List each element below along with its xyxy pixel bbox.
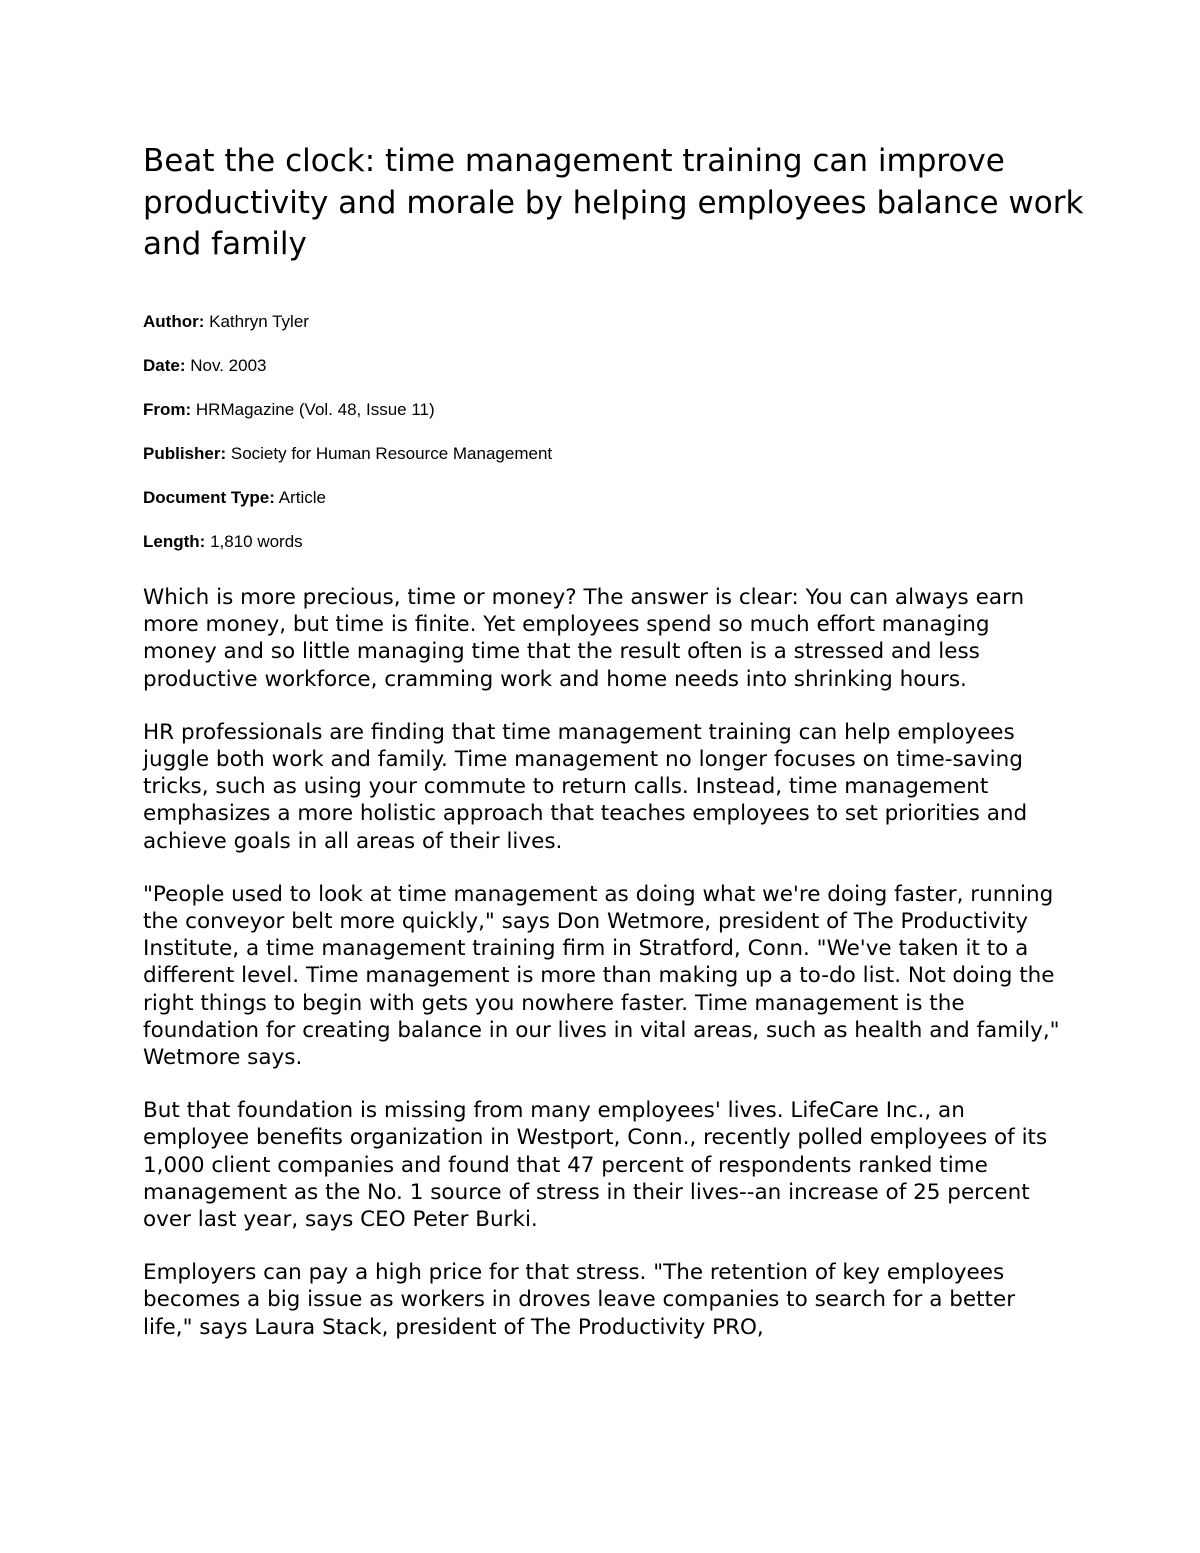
body-paragraph: But that foundation is missing from many employees' lives. LifeCare Inc., an employee benefits organization in Westport, Conn., recently polled employees of its 1,000 client companies and found that 47 percent of respondents ranked time management as the No. 1 source of stress in their lives--an increase of 25 percent over last year, says CEO Peter Burki. <box>143 1098 1048 1233</box>
metadata-value: 1,810 words <box>210 532 303 551</box>
metadata-label: Document Type: <box>143 488 275 507</box>
body-paragraph: HR professionals are finding that time management training can help employees juggle both work and family. Time management no longer focuses on time-saving tricks, such as using your commute to return calls. Instead, time management emphasizes a more holistic approach that teaches employees to set priorities and achieve goals in all areas of their lives. <box>143 719 1028 854</box>
metadata-value: Nov. 2003 <box>190 356 267 375</box>
metadata-label: Publisher: <box>143 444 227 463</box>
metadata-date <box>143 353 1043 397</box>
document-title: Beat the clock: time management training can improve productivity and morale by helping employees balance work and family <box>143 143 1084 262</box>
metadata-document-type <box>143 485 1043 529</box>
metadata-author <box>143 309 1043 353</box>
metadata-label: Date: <box>143 356 186 375</box>
metadata-value: HRMagazine (Vol. 48, Issue 11) <box>195 400 435 419</box>
article-body <box>143 584 1063 1367</box>
metadata-from <box>143 397 1043 441</box>
metadata-list <box>143 309 1043 573</box>
body-paragraph: Which is more precious, time or money? The answer is clear: You can always earn more money, but time is finite. Yet employees spend so much effort managing money and so little managing time that the result often is a stressed and less productive workforce, cramming work and home needs into shrinking hours. <box>143 585 1025 692</box>
metadata-value: Society for Human Resource Management <box>230 444 553 463</box>
body-paragraph: "People used to look at time management as doing what we're doing faster, running the conveyor belt more quickly," says Don Wetmore, president of The Productivity Institute, a time management training firm in Stratford, Conn. "We've taken it to a different level. Time management is more than making up a to-do list. Not doing the right things to begin with gets you nowhere faster. Time management is the foundation for creating balance in our lives in vital areas, such as health and family," Wetmore says. <box>143 881 1060 1071</box>
metadata-length <box>143 529 1043 573</box>
body-paragraph: Employers can pay a high price for that stress. "The retention of key employees becomes a big issue as workers in droves leave companies to search for a better life," says Laura Stack, president of The Productivity PRO, <box>143 1260 1016 1340</box>
metadata-value: Kathryn Tyler <box>209 312 309 331</box>
metadata-label: From: <box>143 400 192 419</box>
metadata-value: Article <box>278 488 326 507</box>
metadata-publisher <box>143 441 1043 485</box>
metadata-label: Author: <box>143 312 205 331</box>
metadata-label: Length: <box>143 532 206 551</box>
